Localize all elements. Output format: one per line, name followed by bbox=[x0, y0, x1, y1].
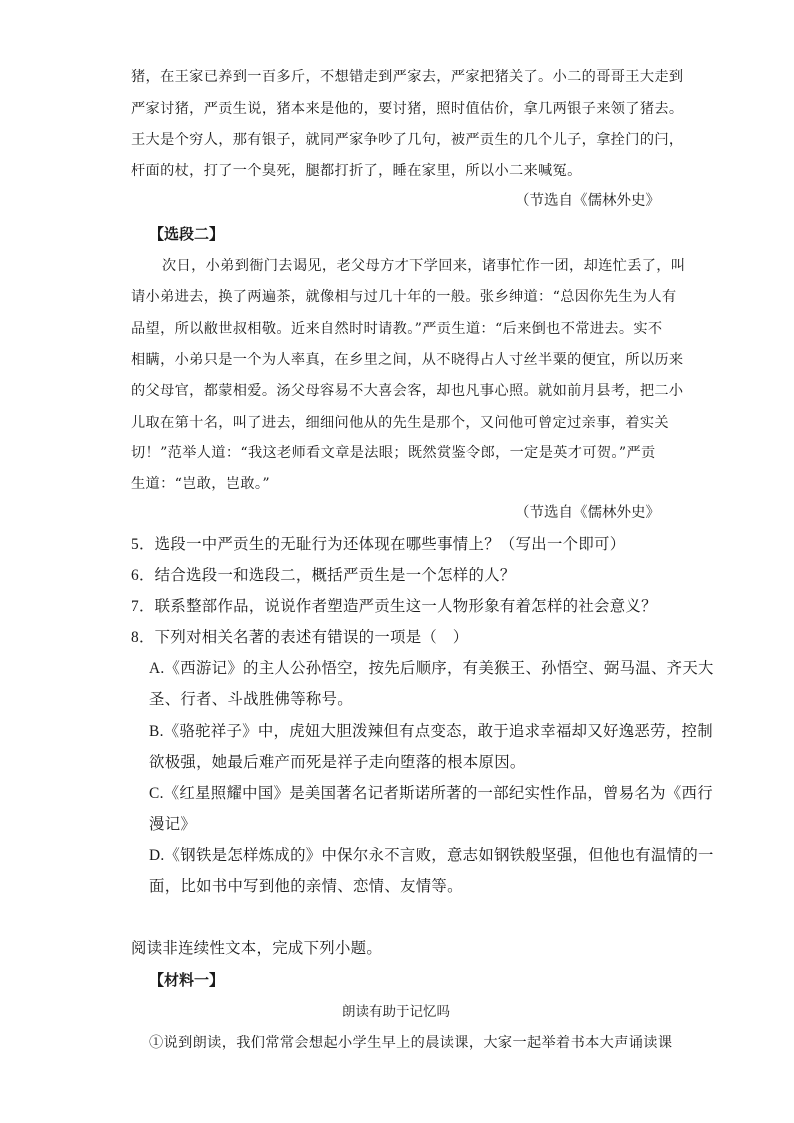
option-c-line-1: C.《红星照耀中国》是美国著名记者斯诺所著的一部纪实性作品，曾易名为《西行 bbox=[149, 785, 713, 802]
question-8: 8．下列对相关名著的表述有错误的一项是（ ） bbox=[131, 629, 469, 646]
passage2-line-5: 的父母官，都蒙相爱。汤父母容易不大喜会客，却也凡事心照。就如前月县考，把二小 bbox=[131, 383, 684, 399]
section-intro: 阅读非连续性文本，完成下列小题。 bbox=[131, 940, 383, 957]
material-line-1: ①说到朗读，我们常常会想起小学生早上的晨读课，大家一起举着书本大声诵读课 bbox=[149, 1035, 673, 1051]
passage2-source: （节选自《儒林外史》 bbox=[515, 505, 660, 521]
passage2-heading: 【选段二】 bbox=[149, 225, 225, 243]
material-title: 朗读有助于记忆吗 bbox=[342, 1004, 450, 1020]
material-heading: 【材料一】 bbox=[149, 971, 225, 989]
question-5: 5．选段一中严贡生的无耻行为还体现在哪些事情上？（写出一个即可） bbox=[131, 536, 626, 553]
option-b-line-1: B.《骆驼祥子》中，虎妞大胆泼辣但有点变态，敢于追求幸福却又好逸恶劳，控制 bbox=[149, 723, 713, 740]
question-7: 7．联系整部作品，说说作者塑造严贡生这一人物形象有着怎样的社会意义？ bbox=[131, 598, 657, 615]
option-c-line-2: 漫记》 bbox=[149, 816, 197, 833]
option-b-line-2: 欲极强，她最后难产而死是祥子走向堕落的根本原因。 bbox=[149, 754, 526, 771]
option-a-line-2: 圣、行者、斗战胜佛等称号。 bbox=[149, 691, 353, 708]
option-d-line-2: 面，比如书中写到他的亲情、恋情、友情等。 bbox=[149, 878, 463, 895]
passage1-line-3: 王大是个穷人，那有银子，就同严家争吵了几句，被严贡生的几个儿子，拿拴门的闩， bbox=[131, 132, 684, 148]
passage2-line-4: 相瞒，小弟只是一个为人率真，在乡里之间，从不晓得占人寸丝半粟的便宜，所以历来 bbox=[131, 352, 684, 368]
passage2-line-2: 请小弟进去，换了两遍茶，就像相与过几十年的一般。张乡绅道：“总因你先生为人有 bbox=[131, 289, 677, 305]
passage2-line-7: 切！”范举人道：“我这老师看文章是法眼；既然赏鉴令郎，一定是英才可贺。”严贡 bbox=[131, 445, 656, 461]
passage1-line-2: 严家讨猪，严贡生说，猪本来是他的，要讨猪，照时值估价，拿几两银子来领了猪去。 bbox=[131, 101, 684, 117]
passage2-line-1: 次日，小弟到衙门去谒见，老父母方才下学回来，诸事忙作一团，却连忙丢了，叫 bbox=[162, 258, 686, 274]
question-6: 6．结合选段一和选段二，概括严贡生是一个怎样的人？ bbox=[131, 567, 516, 584]
passage2-line-8: 生道：“岂敢，岂敢。” bbox=[131, 476, 270, 492]
passage1-line-4: 杆面的杖，打了一个臭死，腿都打折了，睡在家里，所以小二来喊冤。 bbox=[131, 163, 582, 179]
passage2-line-6: 儿取在第十名，叫了进去，细细问他从的先生是那个，又问他可曾定过亲事，着实关 bbox=[131, 415, 669, 431]
option-d-line-1: D.《钢铁是怎样炼成的》中保尔永不言败，意志如钢铁般坚强，但他也有温情的一 bbox=[149, 847, 714, 864]
passage1-source: （节选自《儒林外史》 bbox=[515, 193, 660, 209]
option-a-line-1: A.《西游记》的主人公孙悟空，按先后顺序，有美猴王、孙悟空、弼马温、齐天大 bbox=[149, 660, 714, 677]
passage1-line-1: 猪，在王家已养到一百多斤，不想错走到严家去，严家把猪关了。小二的哥哥王大走到 bbox=[131, 69, 684, 85]
passage2-line-3: 品望，所以敝世叔相敬。近来自然时时请教。”严贡生道：“后来倒也不常进去。实不 bbox=[131, 321, 663, 337]
